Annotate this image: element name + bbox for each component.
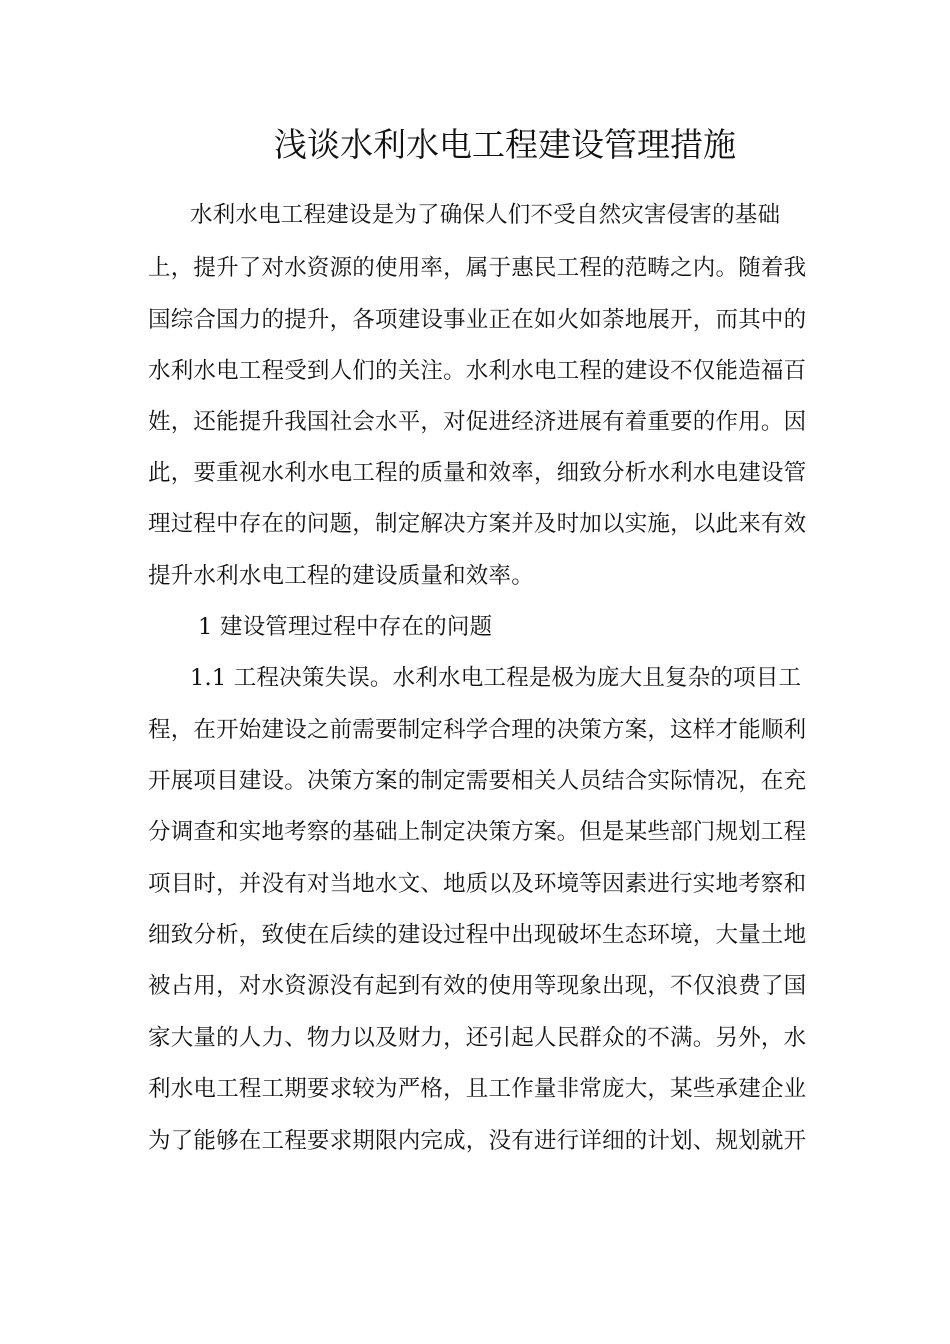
paragraph-line: 理过程中存在的问题，制定解决方案并及时加以实施，以此来有效 [148,511,807,537]
paragraph-line: 程，在开始建设之前需要制定科学合理的决策方案，这样才能顺利 [148,717,807,743]
paragraph-line: 提升水利水电工程的建设质量和效率。 [148,563,534,589]
document-title: 浅谈水利水电工程建设管理措施 [274,125,736,164]
paragraph-line: 开展项目建设。决策方案的制定需要相关人员结合实际情况，在充 [148,768,807,794]
paragraph-line: 为了能够在工程要求期限内完成，没有进行详细的计划、规划就开 [148,1128,807,1154]
paragraph-line: 水利水电工程受到人们的关注。水利水电工程的建设不仅能造福百 [148,358,807,384]
paragraph-line: 被占用，对水资源没有起到有效的使用等现象出现，不仅浪费了国 [148,973,807,999]
paragraph-line: 分调查和实地考察的基础上制定决策方案。但是某些部门规划工程 [148,819,807,845]
paragraph-line: 上，提升了对水资源的使用率，属于惠民工程的范畴之内。随着我 [148,255,807,281]
paragraph-line: 1.1 工程决策失误。水利水电工程是极为庞大且复杂的项目工 [190,665,802,691]
paragraph-line: 项目时，并没有对当地水文、地质以及环境等因素进行实地考察和 [148,871,807,897]
paragraph-line: 水利水电工程建设是为了确保人们不受自然灾害侵害的基础 [190,202,781,228]
paragraph-line: 姓，还能提升我国社会水平，对促进经济进展有着重要的作用。因 [148,409,807,435]
paragraph-line: 利水电工程工期要求较为严格，且工作量非常庞大，某些承建企业 [148,1076,807,1102]
paragraph-line: 此，要重视水利水电工程的质量和效率，细致分析水利水电建设管 [148,460,807,486]
paragraph-line: 细致分析，致使在后续的建设过程中出现破坏生态环境，大量土地 [148,922,807,948]
paragraph-line: 国综合国力的提升，各项建设事业正在如火如荼地展开，而其中的 [148,307,807,333]
section-heading: 1 建设管理过程中存在的问题 [198,614,493,640]
paragraph-line: 家大量的人力、物力以及财力，还引起人民群众的不满。另外，水 [148,1025,807,1051]
